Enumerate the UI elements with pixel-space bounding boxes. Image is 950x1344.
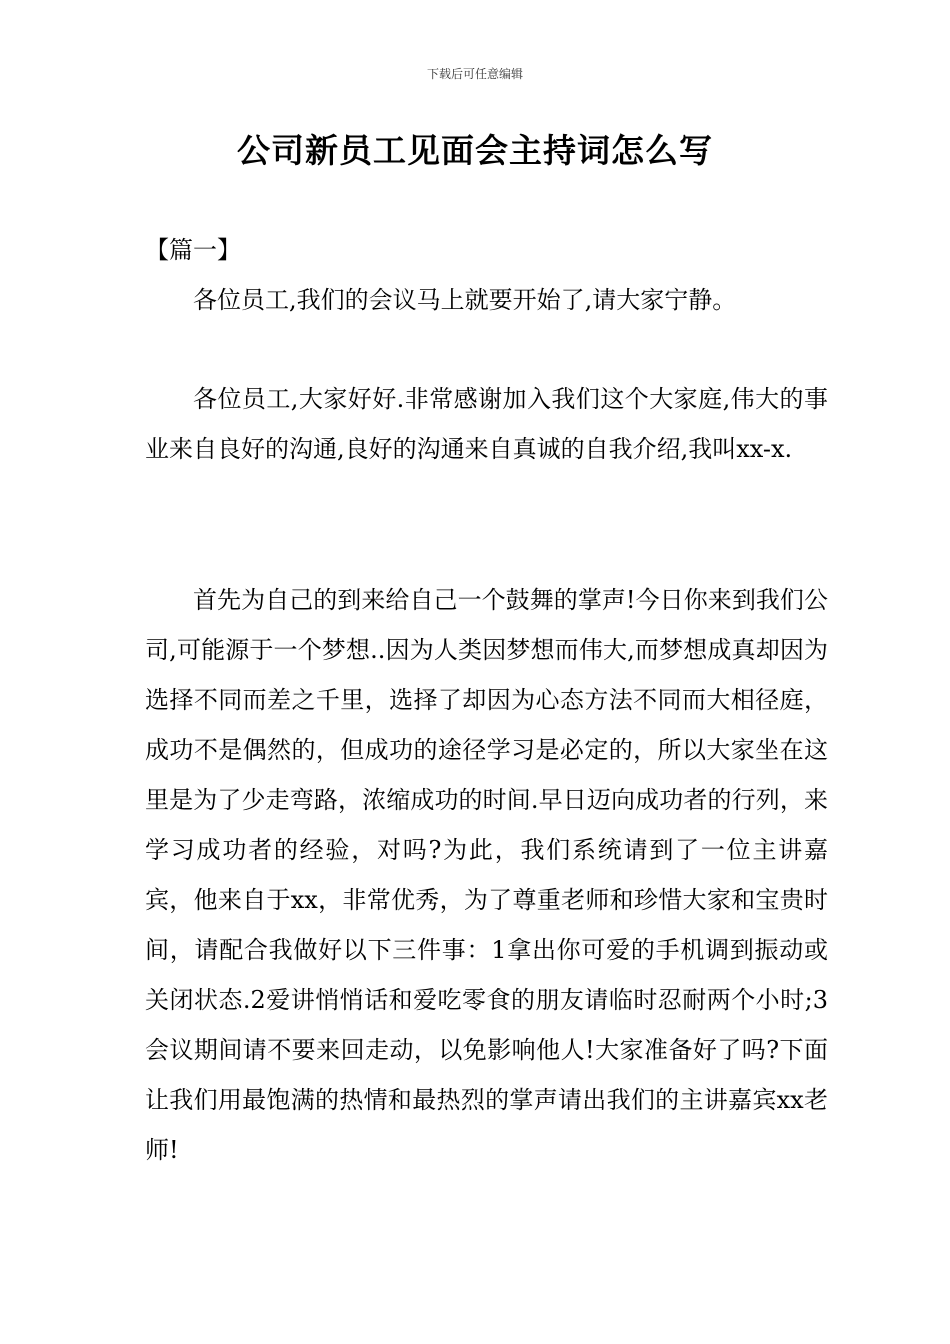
paragraph-2-container: [145, 374, 828, 474]
document-title: 公司新员工见面会主持词怎么写: [237, 131, 713, 170]
paragraph-3-container: [145, 575, 828, 1175]
paragraph-1-container: [145, 275, 828, 325]
header-note: 下载后可任意编辑: [426, 67, 523, 81]
section-label: 【篇一】: [145, 236, 241, 264]
paragraph-3: 首先为自己的到来给自己一个鼓舞的掌声!今日你来到我们公司,可能源于一个梦想..因为人类因梦想而伟大,而梦想成真却因为选择不同而差之千里，选择了却因为心态方法不同而大相径庭，成功不是偶然的，但成功的途径学习是必定的，所以大家坐在这里是为了少走弯路，浓缩成功的时间.早日迈向成功者的行列，来学习成功者的经验，对吗?为此，我们系统请到了一位主讲嘉宾，他来自于xx，非常优秀，为了尊重老师和珍惜大家和宝贵时间，请配合我做好以下三件事：1拿出你可爱的手机调到振动或关闭状态.2爱讲悄悄话和爱吃零食的朋友请临时忍耐两个小时;3会议期间请不要来回走动，以免影响他人!大家准备好了吗?下面让我们用最饱满的热情和最热烈的掌声请出我们的主讲嘉宾xx老师!: [145, 586, 828, 1164]
paragraph-1: 各位员工,我们的会议马上就要开始了,请大家宁静。: [193, 286, 737, 314]
paragraph-2: 各位员工,大家好好.非常感谢加入我们这个大家庭,伟大的事业来自良好的沟通,良好的沟通来自真诚的自我介绍,我叫xx-x.: [145, 385, 828, 463]
